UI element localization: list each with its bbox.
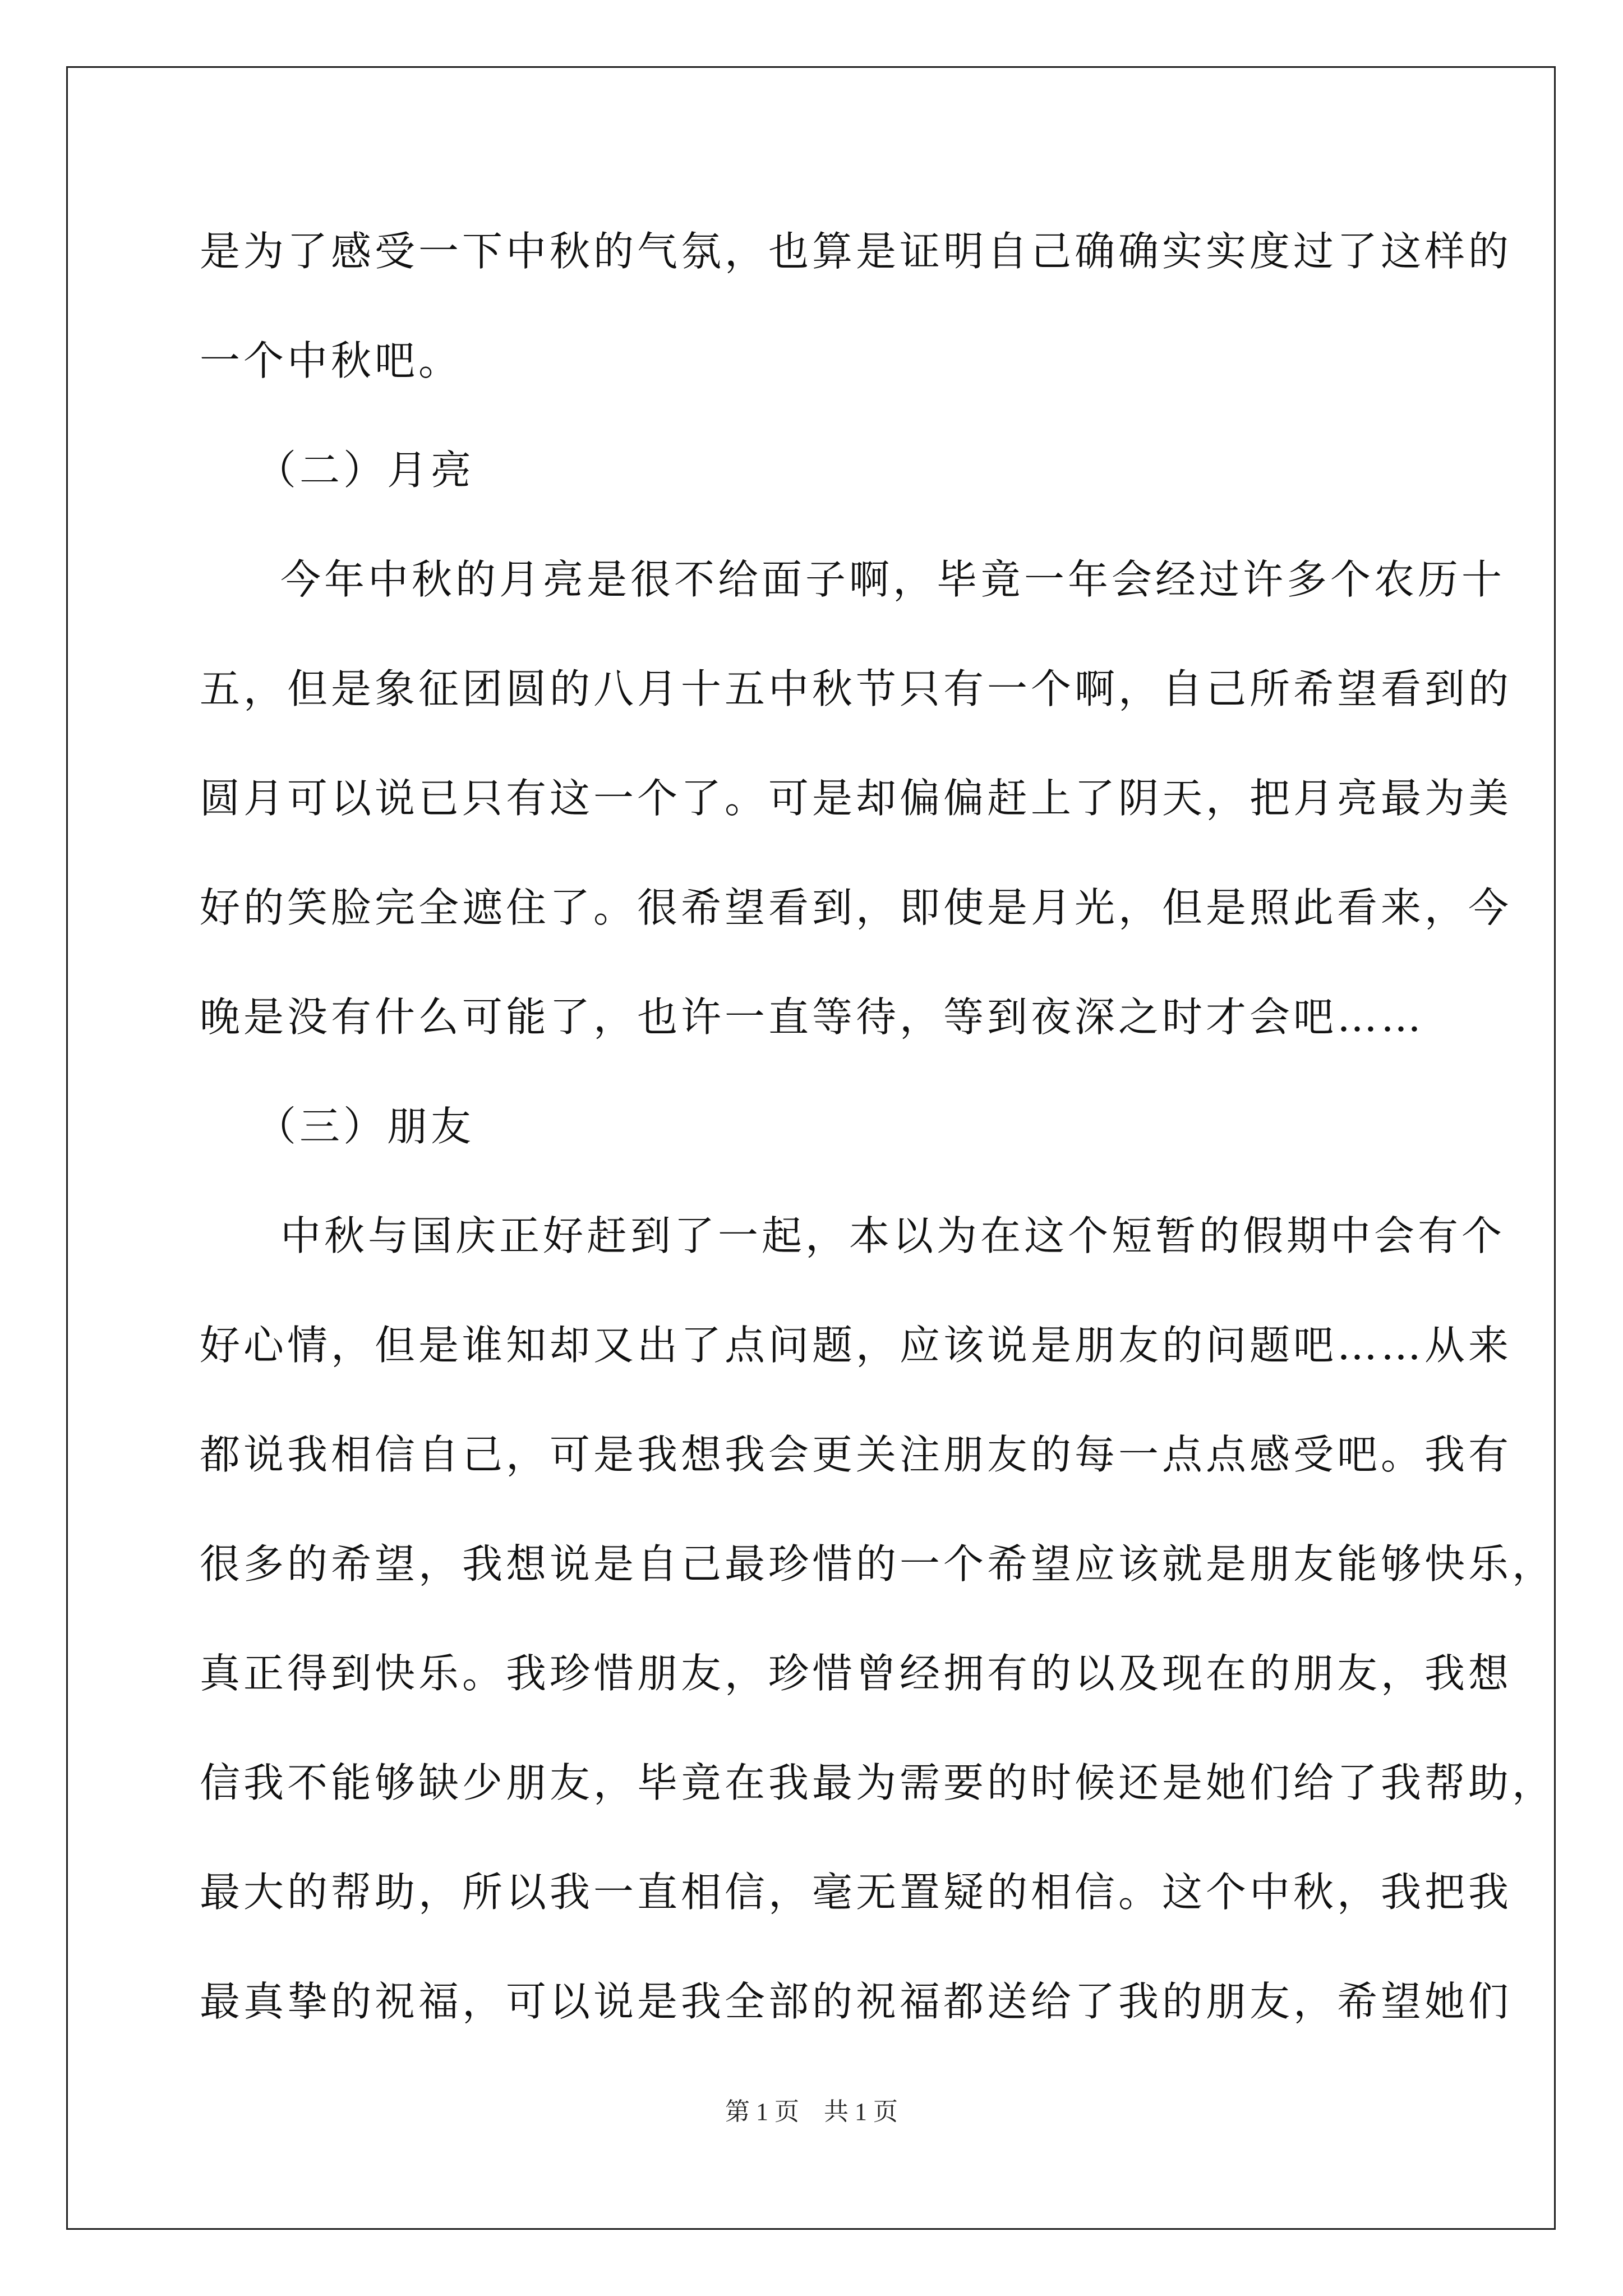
text-line: 是为了感受一下中秋的气氛，也算是证明自己确确实实度过了这样的 bbox=[200, 228, 1513, 275]
text-line: 中秋与国庆正好赶到了一起，本以为在这个短暂的假期中会有个 bbox=[280, 1212, 1506, 1259]
text-line: 一个中秋吧。 bbox=[200, 337, 463, 384]
section-heading: （二）月亮 bbox=[256, 447, 475, 494]
section-heading: （三）朋友 bbox=[256, 1103, 475, 1150]
text-line: 都说我相信自己，可是我想我会更关注朋友的每一点点感受吧。我有 bbox=[200, 1431, 1513, 1478]
text-line: 五，但是象征团圆的八月十五中秋节只有一个啊，自己所希望看到的 bbox=[200, 665, 1513, 712]
text-line: 很多的希望，我想说是自己最珍惜的一个希望应该就是朋友能够快乐， bbox=[200, 1540, 1556, 1588]
text-line: 今年中秋的月亮是很不给面子啊，毕竟一年会经过许多个农历十 bbox=[280, 556, 1506, 603]
text-line: 最大的帮助，所以我一直相信，毫无置疑的相信。这个中秋，我把我 bbox=[200, 1869, 1513, 1916]
text-line: 真正得到快乐。我珍惜朋友，珍惜曾经拥有的以及现在的朋友，我想 bbox=[200, 1650, 1513, 1697]
page-number-footer: 第 1 页 共 1 页 bbox=[725, 2098, 898, 2125]
text-line: 圆月可以说已只有这一个了。可是却偏偏赶上了阴天，把月亮最为美 bbox=[200, 775, 1513, 822]
text-line: 信我不能够缺少朋友，毕竟在我最为需要的时候还是她们给了我帮助， bbox=[200, 1759, 1556, 1806]
text-line: 好心情，但是谁知却又出了点问题，应该说是朋友的问题吧……从来 bbox=[200, 1322, 1513, 1369]
text-line: 晚是没有什么可能了，也许一直等待，等到夜深之时才会吧…… bbox=[200, 993, 1425, 1041]
text-line: 最真挚的祝福，可以说是我全部的祝福都送给了我的朋友，希望她们 bbox=[200, 1978, 1513, 2025]
text-line: 好的笑脸完全遮住了。很希望看到，即使是月光，但是照此看来，今 bbox=[200, 884, 1513, 931]
